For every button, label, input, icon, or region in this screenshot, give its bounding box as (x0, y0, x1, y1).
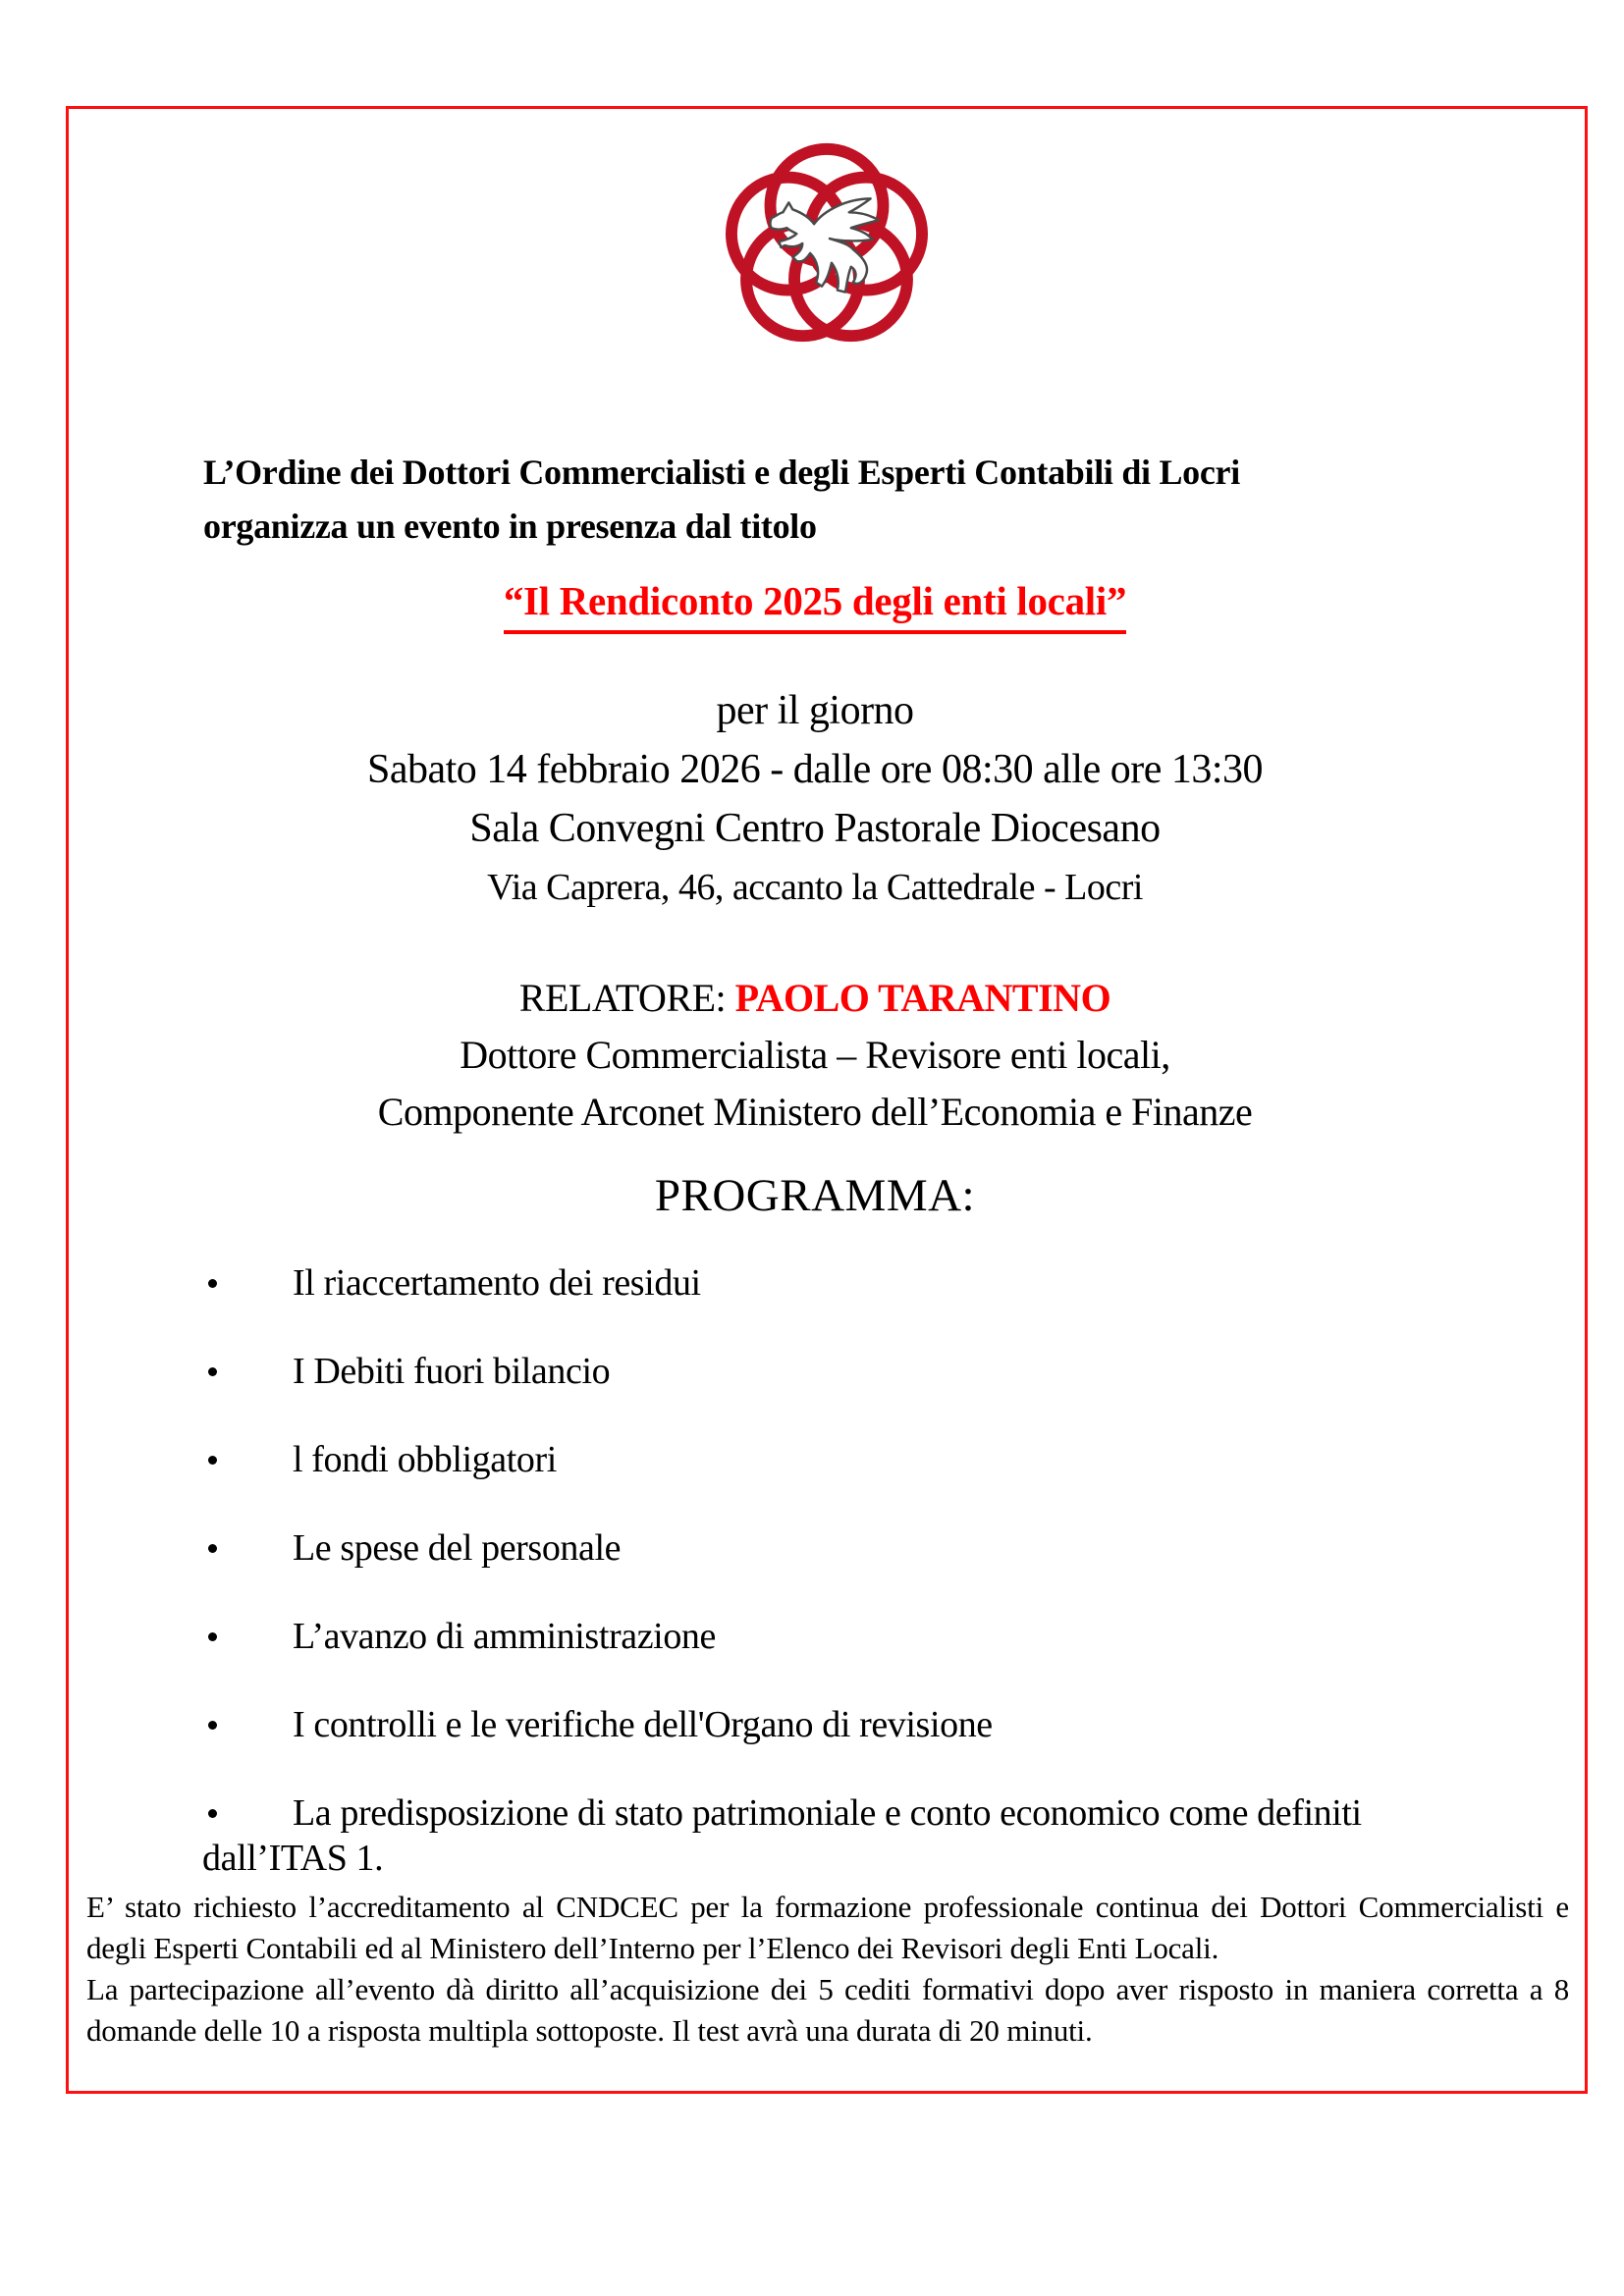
bullet-icon (208, 1721, 217, 1730)
speaker-line (69, 970, 1561, 1027)
program-item-text: L’avanzo di amministrazione (293, 1616, 716, 1657)
event-address: Via Caprera, 46, accanto la Cattedrale - Locri (487, 867, 1143, 908)
program-heading: PROGRAMMA: (654, 1170, 976, 1221)
speaker-role-1: Dottore Commercialista – Revisore enti locali, (460, 1033, 1170, 1077)
logo (69, 134, 1585, 363)
event-details (69, 681, 1561, 917)
bullet-icon (208, 1367, 217, 1376)
speaker-label: RELATORE: (518, 976, 735, 1020)
program-item-text: I Debiti fuori bilancio (293, 1351, 611, 1392)
speaker-section (69, 970, 1561, 1141)
program-item (202, 1702, 1437, 1747)
bullet-icon (208, 1279, 217, 1288)
accreditation-paragraph-2: La partecipazione all’evento dà diritto all’acquisizione dei 5 cediti formativi dopo aver risposto in maniera corretta a 8 domande delle 10 a risposta multipla sottoposte. Il test avrà una durata di 20 minuti. (86, 1972, 1569, 2048)
event-venue: Sala Convegni Centro Pastorale Diocesano (469, 806, 1161, 851)
program-item-text: I controlli e le verifiche dell'Organo di revisione (293, 1704, 993, 1745)
event-lead: per il giorno (716, 688, 914, 733)
speaker-name: PAOLO TARANTINO (734, 976, 1111, 1020)
program-item (202, 1260, 1437, 1306)
bullet-icon (208, 1632, 217, 1641)
program-item-text: Le spese del personale (293, 1527, 622, 1569)
accreditation-paragraph-1: E’ stato richiesto l’accreditamento al CNDCEC per la formazione professionale continua dei Dottori Commercialisti e degli Esperti Contabili ed al Ministero dell’Interno per l’Elenco dei Revisori degli Enti Locali. (86, 1890, 1569, 1965)
program-item (202, 1437, 1437, 1482)
program-item-text: La predisposizione di stato patrimoniale e conto economico come definiti dall’ITAS 1. (202, 1792, 1362, 1879)
program-item (202, 1614, 1437, 1659)
speaker-role-2: Componente Arconet Ministero dell’Economia e Finanze (377, 1090, 1253, 1134)
intro-line-2: organizza un evento in presenza dal titolo (203, 507, 817, 546)
program-item-text: Il riaccertamento dei residui (293, 1262, 701, 1304)
bullet-icon (208, 1456, 217, 1465)
event-datetime: Sabato 14 febbraio 2026 - dalle ore 08:30 alle ore 13:30 (366, 747, 1264, 792)
page-border-frame (66, 106, 1588, 2094)
event-title-line (69, 577, 1561, 634)
program-list (202, 1260, 1437, 1881)
program-item (202, 1525, 1437, 1571)
bullet-icon (208, 1809, 217, 1818)
pegasus-rosette-icon (715, 134, 939, 358)
program-item (202, 1349, 1437, 1394)
bullet-icon (208, 1544, 217, 1553)
intro-line-1: L’Ordine dei Dottori Commercialisti e degli Esperti Contabili di Locri (203, 453, 1240, 492)
program-item-text: l fondi obbligatori (293, 1439, 557, 1480)
event-title: “Il Rendiconto 2025 degli enti locali” (504, 577, 1126, 634)
accreditation-note (86, 1887, 1569, 2052)
intro-paragraph (203, 446, 1487, 554)
program-item (202, 1790, 1437, 1881)
